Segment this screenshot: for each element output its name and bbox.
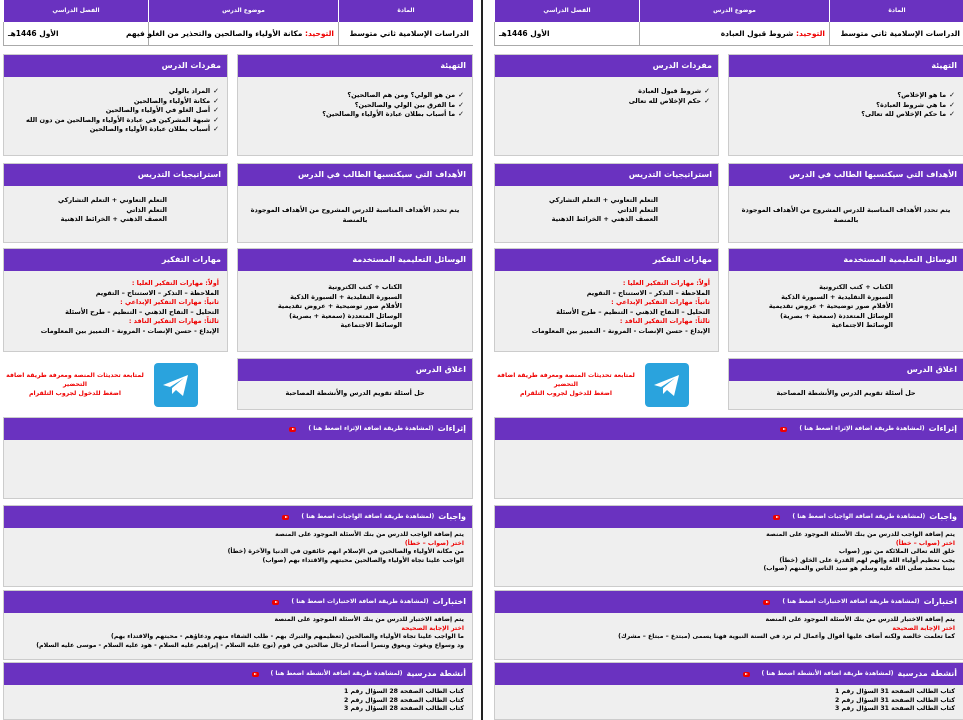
promo-line2: اضغط للدخول لجروب التلقرام xyxy=(520,390,612,397)
tests-section xyxy=(494,590,963,660)
check-icon: ✓ xyxy=(949,100,955,109)
text-line: يتم إضافة الاختبار للدرس من بنك الأسئلة الموجود على المنصة xyxy=(274,616,464,623)
tests-body xyxy=(4,613,472,653)
tools-title: الوسائل التعليمية المستخدمة xyxy=(238,249,472,271)
vocab-list xyxy=(4,77,227,139)
tools-list xyxy=(729,271,963,335)
text-line: يتم إضافة الاختبار للدرس من بنك الأسئلة الموجود على المنصة xyxy=(765,616,955,623)
strategies-section xyxy=(494,163,719,243)
text-line: التعلم التعاوني + التعلم التشاركي xyxy=(549,196,658,204)
list-item-text: حكم الإخلاص لله تعالى xyxy=(628,96,702,105)
text-line: الوسائل المتعددة (سمعية + بصرية) xyxy=(289,311,402,320)
enrich-title-bar xyxy=(4,418,472,440)
check-icon: ✓ xyxy=(213,87,219,95)
term-value: الأول 1446هـ xyxy=(494,22,639,46)
text-line: كتاب الطالب الصفحة 31 السؤال رقم 2 xyxy=(835,696,955,704)
text-line: اختر الإجابة الصحيحة xyxy=(892,624,955,632)
list-item xyxy=(503,97,710,107)
term-value: الأول 1446هـ xyxy=(3,22,148,46)
topic-prefix: التوحيد: xyxy=(796,29,825,38)
text-line: الأقلام صور توضيحية + عروض تقديمية xyxy=(277,302,402,310)
text-line: كتاب الطالب الصفحة 31 السؤال رقم 3 xyxy=(835,705,955,713)
list-item xyxy=(12,116,219,126)
intro-section xyxy=(728,54,963,156)
thinking-section xyxy=(3,248,228,352)
youtube-icon[interactable] xyxy=(773,515,780,520)
term-header: الفصل الدراسي xyxy=(3,0,148,22)
list-item xyxy=(737,101,955,111)
topic-text: مكانة الأولياء والصالحين والتحذير من الغلو فيهم xyxy=(126,29,303,38)
homework-section xyxy=(3,505,473,587)
enrich-title: إثراءات xyxy=(437,424,466,433)
homework-link[interactable]: (لمشاهدة طريقة اضافة الواجبات اضغط هنا ) xyxy=(301,513,435,520)
text-line: الوسائط الاجتماعية xyxy=(831,321,893,329)
lesson-plan-page-2 xyxy=(3,0,473,720)
text-line: العصف الذهني + الخرائط الذهنية xyxy=(60,215,167,223)
list-item xyxy=(246,91,464,101)
check-icon: ✓ xyxy=(949,110,955,118)
topic-prefix: التوحيد: xyxy=(305,29,334,38)
closing-text: حل أسئلة تقويم الدرس والأنشطة المصاحبة xyxy=(776,389,916,397)
text-line: اختر (صواب – خطأ) xyxy=(404,539,464,547)
goals-text: يتم تحدد الأهداف المناسبة للدرس المشروح من الأهداف الموجودة بالمنصة xyxy=(741,206,951,224)
tests-title-bar xyxy=(495,591,963,613)
check-icon: ✓ xyxy=(704,87,710,95)
activities-link[interactable]: (لمشاهدة طريقة اضافة الأنشطة اضغط هنا ) xyxy=(761,670,894,677)
thinking-l3: الإبداع - حسن الإنصات - المرونة - التمييز بين المعلومات xyxy=(40,326,219,335)
thinking-h3: ثالثاً: مهارات التفكير الناقد : xyxy=(619,317,710,325)
topic-value xyxy=(126,22,338,46)
intro-title: التهيئة xyxy=(729,55,963,77)
telegram-promo[interactable] xyxy=(0,371,150,398)
telegram-promo[interactable] xyxy=(491,371,641,398)
youtube-icon[interactable] xyxy=(743,672,750,677)
text-line: كما تعلمت خالصة ولكنه أضاف عليها أقوال وأعمال لم ترد في السنة النبوية فهنا يسمى (مبتدع – مبتاع – مشرك) xyxy=(618,633,955,641)
check-icon: ✓ xyxy=(458,110,464,118)
youtube-icon[interactable] xyxy=(252,672,259,677)
enrich-title-bar xyxy=(495,418,963,440)
thinking-h1: أولاً: مهارات التفكير العليا : xyxy=(622,279,710,287)
text-line: ود وسواع ويغوث ويعوق ونسرا أسماء لرجال صالحين في قوم (نوح عليه السلام - إبراهيم عليه السلام - هود عليه السلام - موسى عليه السلام) xyxy=(36,641,464,649)
strategies-title: استراتيجيات التدريس xyxy=(495,164,718,186)
enrich-section xyxy=(3,417,473,499)
tests-section xyxy=(3,590,473,660)
promo-line1: لمتابعة تحديثات المنصة ومعرفة طريقة اضافة التحضير xyxy=(6,372,144,388)
page-divider xyxy=(481,0,483,720)
goals-section xyxy=(728,163,963,243)
text-line: الأقلام صور توضيحية + عروض تقديمية xyxy=(768,302,893,310)
telegram-icon[interactable] xyxy=(645,363,689,407)
homework-title-bar xyxy=(495,506,963,528)
list-item-text: من هو الولي؟ ومن هم الصالحين؟ xyxy=(347,91,456,99)
check-icon: ✓ xyxy=(458,91,464,99)
text-line: يجب تعظيم أولياء الله وإلهم لهم القدرة على الخلق (خطأ) xyxy=(779,556,955,564)
text-line: الواجب علينا تجاه الأولياء والصالحين محبتهم والاقتداء بهم (صواب) xyxy=(262,556,464,564)
text-line: الوسائل المتعددة (سمعية + بصرية) xyxy=(780,311,893,320)
list-item xyxy=(12,106,219,116)
strategies-list xyxy=(495,186,718,229)
text-line: ما الواجب علينا تجاه الأولياء والصالحين (تعظيمهم والتبرك بهم - طلب الشفاء منهم ودعاؤهم - محبتهم والاقتداء بهم) xyxy=(111,633,464,641)
tests-title: اختبارات xyxy=(923,597,957,606)
list-item xyxy=(737,91,955,101)
thinking-l3: الإبداع - حسن الإنصات - المرونة - التمييز بين المعلومات xyxy=(531,326,710,335)
vocab-section xyxy=(494,54,719,156)
check-icon: ✓ xyxy=(213,106,219,114)
text-line: كتاب الطالب الصفحة 28 السؤال رقم 2 xyxy=(344,696,464,704)
goals-title: الأهداف التي سيكتسبها الطالب في الدرس xyxy=(238,164,472,186)
check-icon: ✓ xyxy=(213,115,219,124)
topic-header: موضوع الدرس xyxy=(639,0,829,22)
check-icon: ✓ xyxy=(458,100,464,109)
subject-header: المادة xyxy=(829,0,963,22)
homework-title: واجبات xyxy=(929,512,957,521)
thinking-l1: الملاحظة – التذكر – الاستنتاج – التقويم xyxy=(95,288,219,297)
text-line: كتاب الطالب الصفحة 28 السؤال رقم 1 xyxy=(344,688,464,695)
telegram-icon[interactable] xyxy=(154,363,198,407)
goals-text: يتم تحدد الأهداف المناسبة للدرس المشروح من الأهداف الموجودة بالمنصة xyxy=(250,206,460,224)
thinking-body xyxy=(495,271,718,340)
list-item-text: أصل الغلو في الأولياء والصالحين xyxy=(105,106,211,114)
tests-title: اختبارات xyxy=(432,597,466,606)
text-line: من مكانة الأولياء والصالحين في الإسلام انهم خائفون في الدنيا والآخرة (خطأ) xyxy=(227,548,464,556)
activities-body xyxy=(4,685,472,717)
activities-link[interactable]: (لمشاهدة طريقة اضافة الأنشطة اضغط هنا ) xyxy=(270,670,403,677)
tools-list xyxy=(238,271,472,335)
list-item xyxy=(737,110,955,120)
intro-list xyxy=(729,77,963,124)
text-line: يتم إضافة الواجب للدرس من بنك الأسئلة الموجود على المنصة xyxy=(766,531,955,538)
thinking-l2: التحليل – التفاح الذهني – التنظيم – طرح الأسئلة xyxy=(556,307,710,316)
text-line: السبورة التقليدية + السبورة الذكية xyxy=(781,292,893,301)
text-line: اختر الإجابة الصحيحة xyxy=(401,624,464,632)
youtube-icon[interactable] xyxy=(780,427,787,432)
list-item-text: مكانة الأولياء والصالحين xyxy=(133,96,211,105)
list-item-text: ما حكم الإخلاص لله تعالى؟ xyxy=(861,110,947,118)
activities-title-bar xyxy=(495,663,963,685)
goals-section xyxy=(237,163,473,243)
strategies-title: استراتيجيات التدريس xyxy=(4,164,227,186)
list-item xyxy=(12,125,219,135)
thinking-section xyxy=(494,248,719,352)
closing-section xyxy=(728,358,963,410)
list-item-text: شروط قبول العبادة xyxy=(638,87,702,95)
homework-body xyxy=(495,528,963,577)
tools-section xyxy=(237,248,473,352)
homework-title: واجبات xyxy=(438,512,466,521)
closing-text: حل أسئلة تقويم الدرس والأنشطة المصاحبة xyxy=(285,389,425,397)
homework-title-bar xyxy=(4,506,472,528)
closing-title: اغلاق الدرس xyxy=(729,359,963,381)
text-line: الكتاب + كتب الكترونية xyxy=(819,283,893,291)
list-item xyxy=(246,110,464,120)
enrich-link[interactable]: (لمشاهدة طريقة اضافة الإثراء اضغط هنا ) xyxy=(799,425,925,432)
text-line: السبورة التقليدية + السبورة الذكية xyxy=(290,292,402,301)
thinking-body xyxy=(4,271,227,340)
strategies-section xyxy=(3,163,228,243)
promo-line2: اضغط للدخول لجروب التلقرام xyxy=(29,390,121,397)
list-item xyxy=(246,101,464,111)
intro-title: التهيئة xyxy=(238,55,472,77)
activities-title: أنشطة مدرسية xyxy=(897,669,957,678)
promo-line1: لمتابعة تحديثات المنصة ومعرفة طريقة اضافة التحضير xyxy=(497,372,635,388)
lesson-plan-page-1 xyxy=(494,0,963,720)
activities-section xyxy=(494,662,963,720)
thinking-h2: ثانياً: مهارات التفكير الإبداعي : xyxy=(611,298,710,306)
closing-title: اغلاق الدرس xyxy=(238,359,472,381)
youtube-icon[interactable] xyxy=(289,427,296,432)
subject-value: الدراسات الإسلامية ثاني متوسط xyxy=(829,22,963,46)
check-icon: ✓ xyxy=(949,91,955,99)
vocab-section xyxy=(3,54,228,156)
youtube-icon[interactable] xyxy=(282,515,289,520)
enrich-link[interactable]: (لمشاهدة طريقة اضافة الإثراء اضغط هنا ) xyxy=(308,425,434,432)
text-line: التعلم الذاتي xyxy=(126,205,167,214)
activities-body xyxy=(495,685,963,717)
tests-body xyxy=(495,613,963,645)
tests-link[interactable]: (لمشاهدة طريقة اضافة الاختبارات اضغط هنا ) xyxy=(782,598,920,605)
tools-section xyxy=(728,248,963,352)
thinking-title: مهارات التفكير xyxy=(4,249,227,271)
enrich-section xyxy=(494,417,963,499)
text-line: العصف الذهني + الخرائط الذهنية xyxy=(551,215,658,223)
thinking-l1: الملاحظة – التذكر – الاستنتاج – التقويم xyxy=(586,288,710,297)
strategies-list xyxy=(4,186,227,229)
tests-link[interactable]: (لمشاهدة طريقة اضافة الاختبارات اضغط هنا ) xyxy=(291,598,429,605)
list-item-text: ما هو الإخلاص؟ xyxy=(897,91,947,99)
list-item xyxy=(12,87,219,97)
text-line: التعلم التعاوني + التعلم التشاركي xyxy=(58,196,167,204)
list-item xyxy=(503,87,710,97)
subject-header: المادة xyxy=(338,0,473,22)
check-icon: ✓ xyxy=(213,96,219,105)
intro-list xyxy=(238,77,472,124)
activities-section xyxy=(3,662,473,720)
goals-title: الأهداف التي سيكتسبها الطالب في الدرس xyxy=(729,164,963,186)
thinking-h1: أولاً: مهارات التفكير العليا : xyxy=(131,279,219,287)
youtube-icon[interactable] xyxy=(272,600,279,605)
homework-section xyxy=(494,505,963,587)
topic-header: موضوع الدرس xyxy=(148,0,338,22)
closing-section xyxy=(237,358,473,410)
check-icon: ✓ xyxy=(704,96,710,105)
thinking-h2: ثانياً: مهارات التفكير الإبداعي : xyxy=(120,298,219,306)
list-item-text: ما الفرق بين الولي والصالحين؟ xyxy=(354,100,456,109)
vocab-list xyxy=(495,77,718,110)
homework-body xyxy=(4,528,472,568)
youtube-icon[interactable] xyxy=(763,600,770,605)
vocab-title: مفردات الدرس xyxy=(495,55,718,77)
text-line: خلق الله تعالى الملائكة من نور (صواب xyxy=(838,548,955,556)
vocab-title: مفردات الدرس xyxy=(4,55,227,77)
text-line: اختر (صواب – خطأ) xyxy=(895,539,955,547)
activities-title: أنشطة مدرسية xyxy=(406,669,466,678)
term-header: الفصل الدراسي xyxy=(494,0,639,22)
enrich-title: إثراءات xyxy=(928,424,957,433)
tests-title-bar xyxy=(4,591,472,613)
text-line: يتم إضافة الواجب للدرس من بنك الأسئلة الموجود على المنصة xyxy=(275,531,464,538)
list-item-text: المراد بالولي xyxy=(168,87,211,95)
list-item-text: أسباب بطلان عبادة الأولياء والصالحين xyxy=(89,125,211,133)
text-line: كتاب الطالب الصفحة 28 السؤال رقم 3 xyxy=(344,705,464,713)
list-item-text: شبهة المشركين في عبادة الأولياء والصالحين من دون الله xyxy=(26,115,211,124)
text-line: الوسائط الاجتماعية xyxy=(340,321,402,329)
thinking-h3: ثالثاً: مهارات التفكير الناقد : xyxy=(128,317,219,325)
text-line: كتاب الطالب الصفحة 31 السؤال رقم 1 xyxy=(835,688,955,695)
check-icon: ✓ xyxy=(213,125,219,133)
intro-section xyxy=(237,54,473,156)
topic-value xyxy=(639,22,829,46)
list-item xyxy=(12,97,219,107)
text-line: الكتاب + كتب الكترونية xyxy=(328,283,402,291)
topic-text: شروط قبول العبادة xyxy=(720,29,794,38)
activities-title-bar xyxy=(4,663,472,685)
text-line: نبينا محمد صلى الله عليه وسلم هو سيد الناس والمنهم (صواب) xyxy=(763,565,955,573)
thinking-title: مهارات التفكير xyxy=(495,249,718,271)
list-item-text: ما أسباب بطلان عبادة الأولياء والصالحين؟ xyxy=(322,110,456,118)
text-line: التعلم الذاتي xyxy=(617,205,658,214)
homework-link[interactable]: (لمشاهدة طريقة اضافة الواجبات اضغط هنا ) xyxy=(792,513,926,520)
subject-value: الدراسات الإسلامية ثاني متوسط xyxy=(338,22,473,46)
thinking-l2: التحليل – التفاح الذهني – التنظيم – طرح الأسئلة xyxy=(65,307,219,316)
list-item-text: ما هي شروط العبادة؟ xyxy=(876,100,947,109)
tools-title: الوسائل التعليمية المستخدمة xyxy=(729,249,963,271)
